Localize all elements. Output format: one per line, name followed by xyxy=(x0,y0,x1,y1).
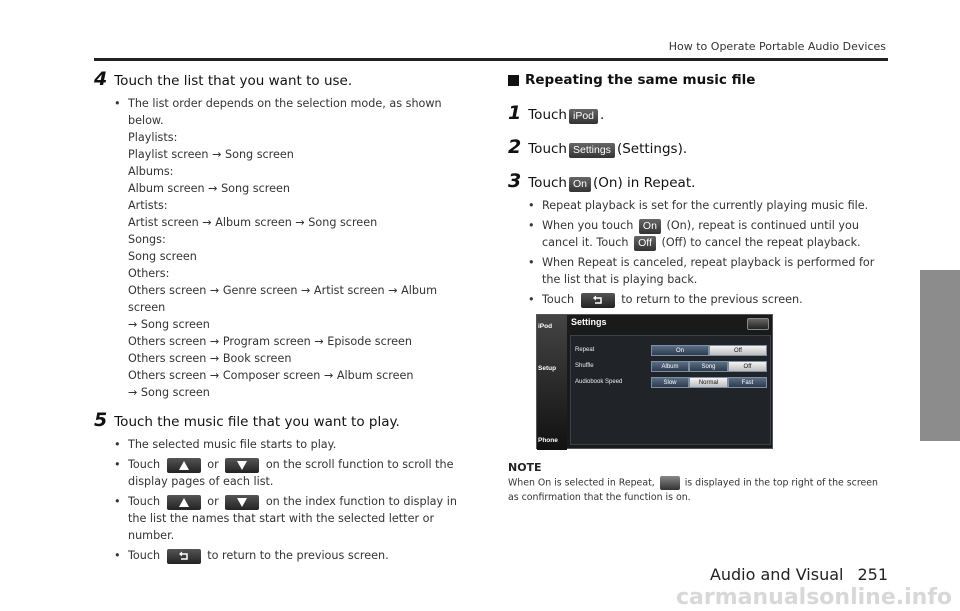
speed-normal-option[interactable]: Normal xyxy=(689,377,728,388)
mode-line: Albums: xyxy=(128,165,174,178)
step-number: 4 xyxy=(94,68,108,90)
on-button[interactable]: On xyxy=(639,219,661,234)
mode-line: Artist screen → Album screen → Song screen xyxy=(128,216,378,229)
back-button[interactable] xyxy=(167,549,201,564)
mode-line: Others: xyxy=(128,267,170,280)
list-item xyxy=(528,291,888,308)
step-3-bullets xyxy=(528,197,888,308)
shuffle-label: Shuffle xyxy=(575,363,594,369)
bullet-text: on the index function to display in the list the names that start with the selected letter or number. xyxy=(128,495,457,542)
step-5-bullets xyxy=(114,436,472,564)
sidebar-phone-label: Phone xyxy=(538,437,558,444)
header-rule xyxy=(94,58,888,61)
square-bullet-icon xyxy=(508,75,519,86)
bullet-text: on the scroll function to scroll the display pages of each list. xyxy=(128,458,454,488)
repeat-indicator-icon xyxy=(660,476,680,490)
mode-line: Others screen → Book screen xyxy=(128,352,292,365)
bullet-text: When you touch xyxy=(542,219,634,232)
bullet-text: to return to the previous screen. xyxy=(621,293,803,306)
mode-line: Album screen → Song screen xyxy=(128,182,290,195)
footer-section: Audio and Visual xyxy=(709,565,844,584)
step-number: 1 xyxy=(508,102,522,124)
mode-line: Artists: xyxy=(128,199,168,212)
shuffle-off-option[interactable]: Off xyxy=(728,361,767,372)
down-arrow-icon xyxy=(236,460,248,471)
running-head: How to Operate Portable Audio Devices xyxy=(668,40,886,53)
mode-line: Others screen → Program screen → Episode screen xyxy=(128,335,412,348)
shuffle-song-option[interactable]: Song xyxy=(689,361,728,372)
settings-screenshot xyxy=(536,314,773,449)
bullet-text: Touch xyxy=(128,495,161,508)
bullet-text: or xyxy=(207,495,219,508)
step-5 xyxy=(94,409,472,433)
screen-back-button[interactable] xyxy=(747,318,769,330)
scroll-down-button[interactable] xyxy=(225,458,259,473)
mode-line: Others screen → Composer screen → Album screen xyxy=(128,369,414,382)
mode-line: Others screen → Genre screen → Artist screen → Album screen xyxy=(128,284,437,314)
return-icon xyxy=(592,295,604,306)
step-3 xyxy=(508,170,888,194)
bullet-text: Touch xyxy=(542,293,575,306)
step-2 xyxy=(508,136,888,160)
return-icon xyxy=(178,551,190,562)
right-column xyxy=(508,64,888,505)
bullet-text: When Repeat is canceled, repeat playback is performed for the list that is playing back. xyxy=(542,256,875,286)
on-button[interactable]: On xyxy=(569,177,591,192)
index-down-button[interactable] xyxy=(225,495,259,510)
shuffle-album-option[interactable]: Album xyxy=(651,361,689,372)
list-item xyxy=(528,217,888,251)
audiobook-speed-label: Audiobook Speed xyxy=(575,379,623,385)
step-text: Touch xyxy=(528,175,567,191)
watermark: carmanualsonline.info xyxy=(676,585,952,610)
step-text: Touch xyxy=(528,107,567,123)
list-item xyxy=(114,456,472,490)
section-title-text: Repeating the same music file xyxy=(525,72,756,88)
bullet-text: Touch xyxy=(128,458,161,471)
bullet-text: to return to the previous screen. xyxy=(207,549,389,562)
mode-line: Song screen xyxy=(128,250,197,263)
bullet-text: (On), repeat is continued until you cancel it. Touch xyxy=(542,219,859,249)
list-item xyxy=(528,197,888,214)
screen-title: Settings xyxy=(571,317,607,327)
sidebar-setup-label: Setup xyxy=(538,365,557,372)
note-title: NOTE xyxy=(508,461,542,474)
step-number: 2 xyxy=(508,136,522,158)
mode-line: Songs: xyxy=(128,233,166,246)
ipod-button[interactable]: iPod xyxy=(569,109,598,124)
step-4-bullets xyxy=(114,95,472,401)
scroll-up-button[interactable] xyxy=(167,458,201,473)
list-item xyxy=(114,436,472,453)
bullet-text: Touch xyxy=(128,549,161,562)
mode-line: Playlist screen → Song screen xyxy=(128,148,294,161)
list-item xyxy=(528,254,888,288)
step-number: 3 xyxy=(508,170,522,192)
bullet-text: The selected music file starts to play. xyxy=(128,438,337,451)
up-arrow-icon xyxy=(178,460,190,471)
settings-button[interactable]: Settings xyxy=(569,143,615,158)
up-arrow-icon xyxy=(178,497,190,508)
step-text: Touch the music file that you want to play. xyxy=(114,414,400,430)
mode-line: Playlists: xyxy=(128,131,178,144)
step-1 xyxy=(508,102,888,126)
page-number: 251 xyxy=(857,565,888,584)
index-up-button[interactable] xyxy=(167,495,201,510)
list-item xyxy=(114,493,472,544)
section-tab xyxy=(920,270,960,441)
page-footer xyxy=(710,565,888,584)
down-arrow-icon xyxy=(236,497,248,508)
note-text-part: When On is selected in Repeat, xyxy=(508,477,655,489)
mode-line: → Song screen xyxy=(128,318,210,331)
list-item xyxy=(114,95,472,401)
step-text: . xyxy=(600,107,605,123)
off-button[interactable]: Off xyxy=(634,236,656,251)
sidebar-ipod-label: iPod xyxy=(538,323,553,330)
step-text: Touch xyxy=(528,141,567,157)
mode-line: → Song screen xyxy=(128,386,210,399)
back-button[interactable] xyxy=(581,293,615,308)
repeat-on-option[interactable]: On xyxy=(651,345,709,356)
bullet-text: Repeat playback is set for the currently playing music file. xyxy=(542,199,869,212)
note-text-part: is displayed in the top right of the screen as confirmation that the function is on. xyxy=(508,477,878,503)
bullet-text: or xyxy=(207,458,219,471)
repeat-off-option[interactable]: Off xyxy=(709,345,767,356)
speed-slow-option[interactable]: Slow xyxy=(651,377,689,388)
step-text: Touch the list that you want to use. xyxy=(114,73,353,89)
repeat-label: Repeat xyxy=(575,347,595,353)
step-text: (Settings). xyxy=(616,141,688,157)
left-column xyxy=(94,64,472,564)
step-text: (On) in Repeat. xyxy=(593,175,696,191)
speed-fast-option[interactable]: Fast xyxy=(728,377,767,388)
list-item xyxy=(114,547,472,564)
step-4 xyxy=(94,68,472,92)
bullet-text: (Off) to cancel the repeat playback. xyxy=(661,236,861,249)
bullet-text: The list order depends on the selection mode, as shown below. xyxy=(128,97,442,127)
screen-sidebar xyxy=(537,315,567,450)
step-number: 5 xyxy=(94,409,108,431)
note-text xyxy=(508,476,888,505)
section-title xyxy=(508,68,888,92)
